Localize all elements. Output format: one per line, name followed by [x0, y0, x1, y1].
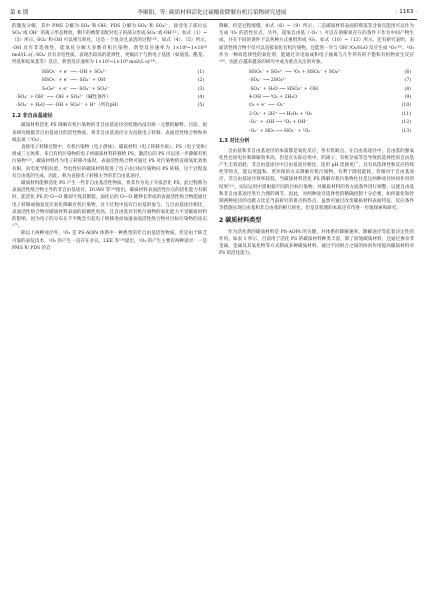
equation-expr: HSO₅⁻ + e⁻ ⟶ ·SO₄⁻ + OH⁻	[42, 78, 108, 84]
equation-number: (2)	[197, 78, 204, 84]
equation-expr: S₂O₈²⁻ + e⁻ ⟶ ·SO₄⁻ + SO₄²⁻	[42, 86, 111, 92]
equation-4	[12, 93, 207, 101]
equation-3	[12, 85, 207, 93]
equation-expr: ·O₂⁻ + HO₂ ⟶ HO₂⁻ + ¹O₂	[249, 128, 311, 134]
equation-9	[219, 93, 414, 101]
section-heading-1-2: 1.2 非自由基途径	[12, 113, 53, 120]
equation-expr: HSO₅⁻ + SO₅²⁻ ⟶ ³O₂ + HSO₄⁻ + SO₄²⁻	[249, 69, 342, 75]
left-paragraph-4: 碳质材料能够活化 PS 产生一些非自由基活性物质，将其作为电子介质活化 PS，此过程称为表面活性络合物主导的非自由基途径。DUAN 等⁽¹⁶⁾指出，碳质材料表面活性位点的活化能力有限时，能活化 PS 的 O—O 键却不致其断裂，弱化后的 O—O 键伸长形成的表面活性络合物能通过电子转移或抽氢反应氧化降解有机污染物，这个过程中没有自由基的参与。与自由基途径相比，表面活性络合物对碳质材料表面的依赖性更高，且自由基对有机污染物的氧化能力不受碳质材料的影响，因为电子的分布在不平衡会引起电子转移进而加速表面活性络合物对目标污染物的攻击⁽¹⁷⁾。	[12, 181, 207, 230]
equation-13	[219, 127, 414, 135]
equation-block-1-5	[12, 68, 207, 110]
equation-8	[219, 85, 414, 93]
equation-12	[219, 119, 414, 127]
equation-number: (13)	[401, 128, 411, 134]
header-rule	[10, 19, 417, 20]
left-paragraph-5: 除以上两种途径外，¹O₂ 是 PS-AOPs 体系中一种典型的非自由基活性物质，但是由于缺乏可靠的表征技术，¹O₂ 的产生一直存在争议。LEE 等⁽¹⁸⁾提出，¹O₂ 的产生主要有两种途径：一是 PMS 和 PDS 的自	[12, 231, 207, 251]
equation-1	[12, 68, 207, 76]
equation-11	[219, 110, 414, 118]
running-header	[10, 7, 417, 17]
section-heading-2: 2 碳质材料类型	[219, 217, 262, 225]
equation-number: (10)	[401, 103, 411, 109]
left-column	[12, 23, 207, 252]
equation-2	[12, 77, 207, 85]
equation-5	[12, 102, 207, 110]
right-paragraph-2: 自由基和非自由基途径的本质都是氧化反应，各有优缺点。在自由基途径中，自由基的强氧化性还原电位和降解效率高，但是在实际应用中，阴离子、有机杂质等会导致低选择性的自由基产生无效消耗；非自由基途径中自由基途径相比，适用 pH 范围更广，具有高选择性和反应持续性等特点，能以更温和、更环保的方式降解有机污染物，有利于降低能耗，但相对于自由基途径，非自由基途径效率较低，当碳质材料活化 PS 降解有机污染物往往是这两种途径协同作用的结果⁽²¹⁾。实际运用中需根据不同的目标污染物，对碳质材料的各方面条件进行调整，以使自由基和非自由基途径进行合理的调节，因此，对两种途径选择性的精确控制十分必要。如何量化和控制两种途径的贡献占比是当前研究的难点和热点。虽然可通过改变碳质材料表面特征、反应条件等措施实现自由基和非自由基的相互转化，但是其机理的本质还有待进一步地探索和研究。	[219, 148, 414, 212]
equation-expr: ·O₂⁻ + ·OH ⟶ ¹O₂ + OH⁻	[249, 120, 308, 126]
equation-number: (4)	[197, 94, 204, 100]
equation-number: (7)	[404, 78, 411, 84]
page-number: · 1163 ·	[395, 9, 417, 15]
equation-expr: O₂ + e⁻ ⟶ ·O₂⁻	[249, 103, 286, 109]
running-title: 李顺阳，等: 碳质材料活化过硫酸盐降解有机污染物研究进展	[137, 10, 287, 16]
equation-number: (8)	[404, 86, 411, 92]
equation-expr: ·SO₄⁻ + H₂O ⟶ HSO₄⁻ + ·OH	[249, 86, 319, 92]
right-paragraph-1: 降解，但是过程缓慢，如式（6）~（9）所示；二是碳质材料表面的羰基等含氧官能团可以作为生成 ¹O₂ 的活性位点，另外，超氧自由基（·O₂⁻）可以在溶解氧存在的条件下作为中间产物生成，并在不同的条件下以各种方式重组形成 ¹O₂，如式（10）~（13）所示。还有研究表明，表面活性络合物不仅可以直接氧化有机污染物，还能进一步与 OH⁻/O₂/H₂O 反应生成 ¹O₂⁽¹⁹⁾。¹O₂ 作为一种高选择性的氧化剂，能通过亲电加成和电子抽离与几乎所有的不饱和有机物发生反应⁽²⁰⁾，因此在越来越多的研究中成为重点关注的对象。	[219, 24, 414, 66]
left-paragraph-1: 的激发分解，其中 PMS 分解为·SO₄⁻和·OH；PDS 分解为·SO₄⁻和 SO₄²⁻。接受电子部位以 SO₄⁻或 OH⁻ 的离子形态释放，剩下的携带未配对电子的部分形成·SO₄⁻或·OH⁽¹²⁾。如式（1）~（3）所示，·SO₄⁻和·OH 可以相互转化，这是一个复杂且灵活的过程⁽¹³⁾。如式（4）、（5）所示，·OH 具有非选择性，能氧化分解大多数有机污染物，典型反应速率为 1×10⁶~1×10¹⁰ mol/(L·s)；·SO₄⁻具有亲电性质，表现出较高的选择性，更倾向于与供电子基团（如氨基、酰基、羟基和烷氧基等）反应，典型反应速率为 1×10⁵~1×10⁹ mol/(L·s)⁽¹⁴⁾。	[12, 24, 207, 66]
right-paragraph-3: 作为活化剂的碳质材料是 PS-AOPs 的关键，对体系的降解速率、降解途径等起着决定性的作用。如表 1 所示，目前用于活化 PS 的碳质材料种类丰富，除了原始碳质材料，还通过掺杂非金属、金属及其氧化物等方式制成多种碳质材料。通过不同组合之间的协同作用提高碳质材料对 PS 的活化能力。	[219, 229, 414, 257]
equation-number: (1)	[197, 69, 204, 75]
equation-6	[219, 68, 414, 76]
equation-number: (3)	[197, 86, 204, 92]
right-column	[219, 23, 414, 257]
equation-10	[219, 102, 414, 110]
equation-number: (12)	[401, 120, 411, 126]
equation-expr: 4·OH ⟶ ³O₂ + 2H₂O	[249, 94, 297, 100]
equation-7	[219, 77, 414, 85]
equation-block-6-13	[219, 68, 414, 135]
left-paragraph-3: 直接电子转移过程中，有机污染物（电子供体）、碳质材料（电子转移介质）、PS（电子受体）组成三元体系，来自有机污染物的电子经碳质材料转移给 PS。激活后的 PS 可以进一步降解有机污染物⁽¹⁵⁾。碳质材料作为电子转移介质时，表面活性络合物可通过 PS 对污染物的直接氧化效果有限，而电化学阻抗低、导电性好的碳质材料促进了电子由目标污染物向 PS 转移，这个过程没有自由基的生成，因此，称为直接电子转移主导的非自由基途径。	[12, 144, 207, 179]
equation-number: (5)	[197, 103, 204, 109]
left-paragraph-2: 碳质材料活化 PS 降解有机污染物的非自由基途径的机理尚没有统一完整的解释。目前，很多研究根据非自由基途径的活性物质，将非自由基途径分为直接电子转移、表面活性络合物和单线态氧（¹O₂）。	[12, 123, 207, 143]
issue-number: 第 6 期	[10, 10, 29, 16]
equation-expr: 2·O₂⁻ + 2H⁺ ⟶ H₂O₂ + ¹O₂	[249, 111, 313, 117]
equation-number: (9)	[404, 94, 411, 100]
section-heading-1-3: 1.3 对比分析	[219, 138, 250, 145]
equation-expr: ·SO₄⁻ ⟶ 2SO₄²⁻	[249, 78, 287, 84]
equation-number: (6)	[404, 69, 411, 75]
equation-expr: HSO₅⁻ + e⁻ ⟶ ·OH + SO₄²⁻	[42, 69, 107, 75]
equation-expr: ·SO₄⁻ + OH⁻ ⟶ ·OH + SO₄²⁻（碱性条件）	[16, 94, 111, 100]
equation-number: (11)	[401, 111, 411, 117]
equation-expr: ·SO₄⁻ + H₂O ⟶ ·OH + SO₄²⁻ + H⁺（所有pH）	[16, 103, 121, 109]
